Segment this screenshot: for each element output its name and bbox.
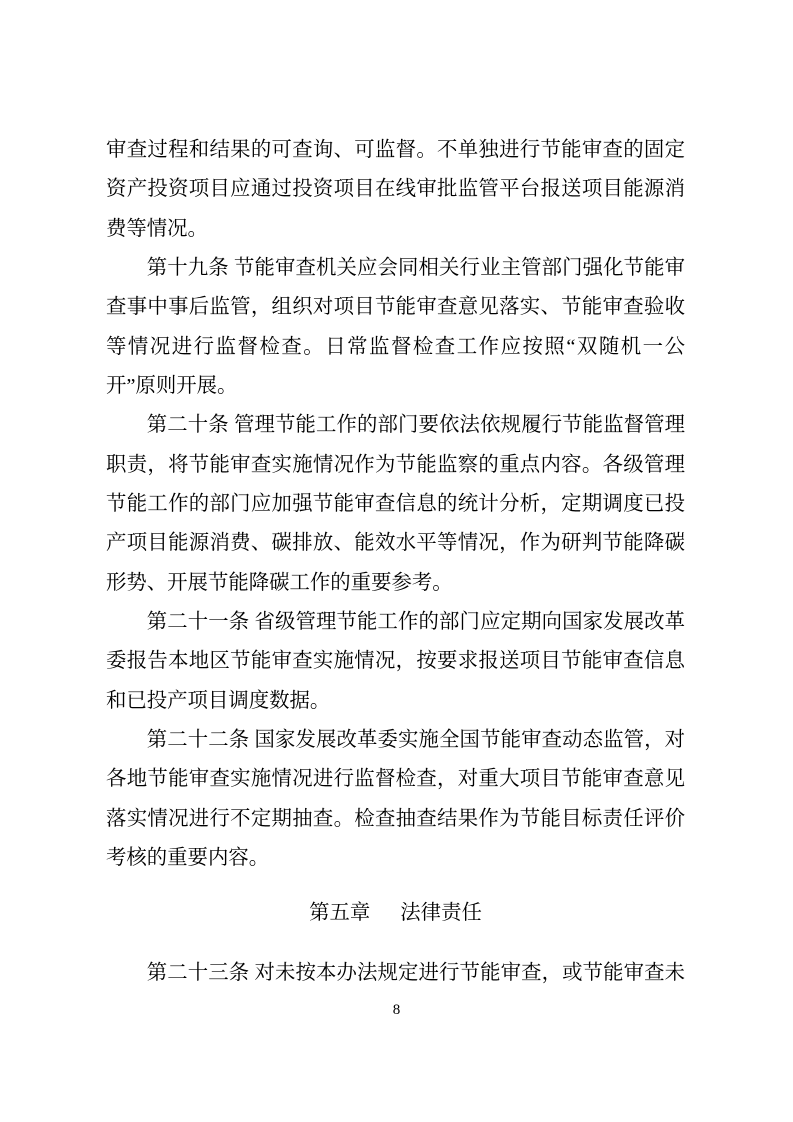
paragraph [106, 721, 685, 878]
chapter-heading [106, 894, 685, 933]
chapter-title: 法律责任 [400, 902, 482, 925]
paragraph [106, 954, 685, 993]
paragraph [106, 406, 685, 603]
text-line: 查事中事后监管，组织对项目节能审查意见落实、节能审查验收 [106, 296, 685, 319]
text-line: 第十九条 节能审查机关应会同相关行业主管部门强化节能审 [146, 256, 685, 279]
page-number: 8 [392, 1002, 401, 1018]
text-line: 第二十一条 省级管理节能工作的部门应定期向国家发展改革 [146, 610, 685, 633]
text-line: 各地节能审查实施情况进行监督检查，对重大项目节能审查意见 [106, 768, 685, 791]
text-line: 开”原则开展。 [106, 374, 238, 397]
paragraph [106, 131, 685, 249]
text-line: 职责，将节能审查实施情况作为节能监察的重点内容。各级管理 [106, 453, 685, 476]
text-line: 考核的重要内容。 [106, 846, 270, 869]
text-line: 等情况进行监督检查。日常监督检查工作应按照“双随机一公 [106, 335, 685, 358]
text-line: 委报告本地区节能审查实施情况，按要求报送项目节能审查信息 [106, 650, 685, 673]
text-line: 审查过程和结果的可查询、可监督。不单独进行节能审查的固定 [106, 139, 685, 161]
text-line: 第二十条 管理节能工作的部门要依法依规履行节能监督管理 [146, 414, 685, 437]
text-line: 落实情况进行不定期抽查。检查抽查结果作为节能目标责任评价 [106, 807, 685, 830]
text-line: 节能工作的部门应加强节能审查信息的统计分析，定期调度已投 [106, 492, 685, 515]
document-body [106, 131, 685, 993]
text-line: 形势、开展节能降碳工作的重要参考。 [106, 571, 453, 594]
paragraph [106, 249, 685, 406]
text-line: 费等情况。 [106, 217, 208, 240]
text-line: 产项目能源消费、碳排放、能效水平等情况，作为研判节能降碳 [106, 532, 685, 555]
chapter-number: 第五章 [309, 902, 371, 925]
text-line: 资产投资项目应通过投资项目在线审批监管平台报送项目能源消 [106, 178, 685, 201]
text-line: 和已投产项目调度数据。 [106, 689, 331, 712]
text-line: 第二十三条 对未按本办法规定进行节能审查，或节能审查未 [146, 961, 685, 984]
text-line: 第二十二条 国家发展改革委实施全国节能审查动态监管，对 [146, 728, 685, 751]
paragraph [106, 603, 685, 721]
